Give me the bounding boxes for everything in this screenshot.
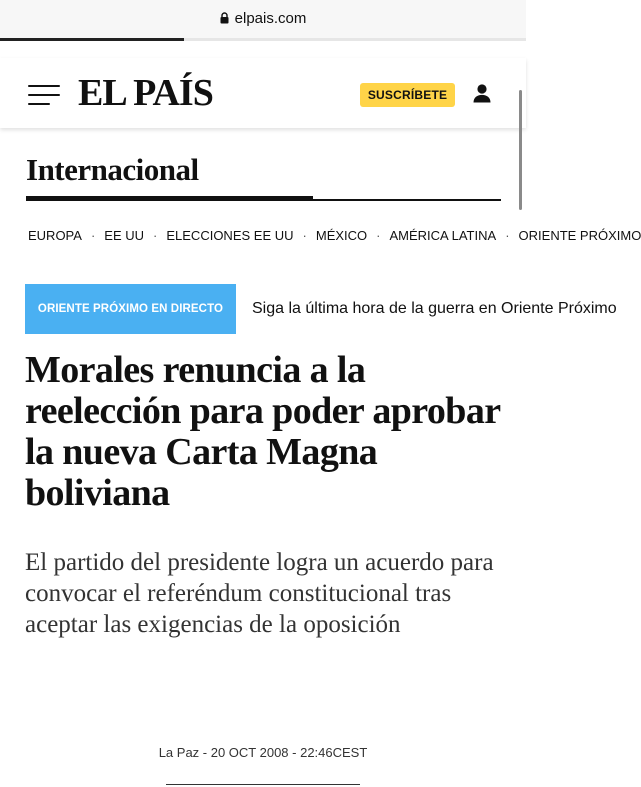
site-header bbox=[0, 58, 526, 128]
subnav-item-europa[interactable]: EUROPA bbox=[28, 228, 82, 243]
page-load-progress bbox=[0, 38, 526, 41]
live-headline[interactable]: Siga la última hora de la guerra en Oriente Próximo bbox=[252, 300, 617, 317]
separator-dot: · bbox=[302, 228, 307, 243]
dateline-divider bbox=[166, 784, 360, 785]
subnav-item-elecciones-ee-uu[interactable]: ELECCIONES EE UU bbox=[166, 228, 294, 243]
url-display[interactable] bbox=[220, 10, 307, 27]
url-text: elpais.com bbox=[234, 9, 307, 27]
subscribe-button[interactable]: SUSCRÍBETE bbox=[360, 83, 455, 107]
section-divider-thin bbox=[313, 199, 501, 201]
article-headline: Morales renuncia a la reelección para poder aprobar la nueva Carta Magna boliviana bbox=[25, 349, 500, 514]
article-dateline: La Paz - 20 OCT 2008 - 22:46CEST bbox=[158, 745, 368, 760]
subnav-item-oriente-proximo[interactable]: ORIENTE PRÓXIMO bbox=[518, 228, 641, 243]
live-banner[interactable] bbox=[25, 284, 617, 334]
section-divider bbox=[26, 196, 313, 201]
separator-dot: · bbox=[505, 228, 510, 243]
subnav-item-mexico[interactable]: MÉXICO bbox=[315, 228, 368, 243]
separator-dot: · bbox=[90, 228, 96, 243]
separator-dot: · bbox=[153, 228, 158, 243]
subnav-item-ee-uu[interactable]: EE UU bbox=[104, 228, 145, 243]
hamburger-menu-icon[interactable] bbox=[28, 85, 60, 105]
site-logo[interactable]: EL PAÍS bbox=[78, 72, 213, 114]
section-title[interactable]: Internacional bbox=[26, 152, 199, 187]
live-tag[interactable]: ORIENTE PRÓXIMO EN DIRECTO bbox=[25, 284, 236, 334]
page-load-progress-fill bbox=[0, 38, 184, 41]
separator-dot: · bbox=[376, 228, 381, 243]
lock-icon bbox=[220, 12, 229, 24]
section-subnav bbox=[28, 228, 641, 248]
subnav-item-america-latina[interactable]: AMÉRICA LATINA bbox=[389, 228, 497, 243]
user-icon[interactable] bbox=[472, 83, 492, 103]
browser-url-bar[interactable] bbox=[0, 0, 526, 40]
page-scrollbar[interactable] bbox=[519, 90, 522, 210]
article-subheadline: El partido del presidente logra un acuerdo para convocar el referéndum constitucional tras aceptar las exigencias de la oposición bbox=[25, 549, 494, 638]
